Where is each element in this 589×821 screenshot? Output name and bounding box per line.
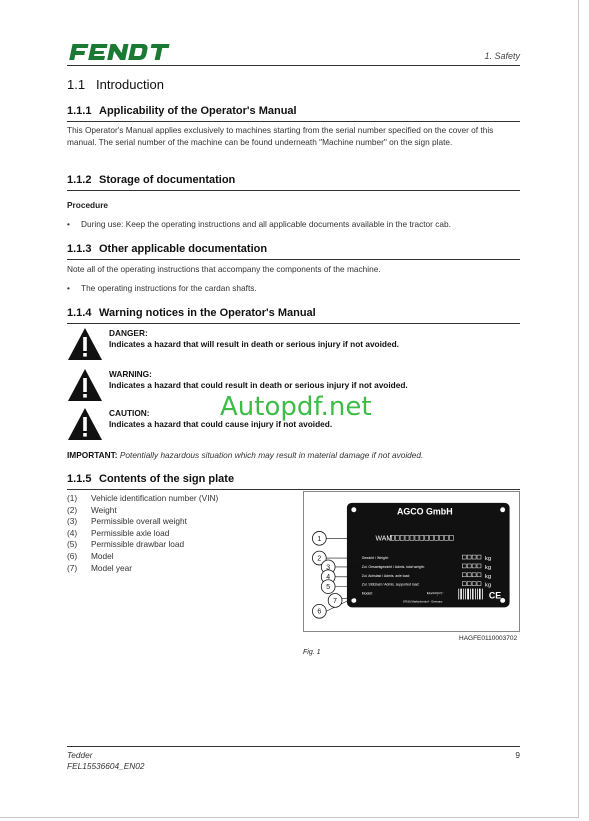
plate-model-label: Modell: xyxy=(361,591,373,596)
figure-code: HAGFE0110003702 xyxy=(459,635,518,642)
section-rule xyxy=(67,489,520,490)
footer-rule xyxy=(67,746,520,747)
heading-other-docs xyxy=(67,243,267,255)
fendt-logo xyxy=(67,42,171,62)
callout-7: 7 xyxy=(333,597,338,605)
list-item: (7) Model year xyxy=(67,562,133,573)
callout-4: 4 xyxy=(326,574,331,582)
plate-row-weight: Gewicht / Weight: xyxy=(361,556,389,561)
plate-year-label: Modelljahr: xyxy=(426,591,444,596)
heading-warnings xyxy=(67,307,316,319)
heading-storage xyxy=(67,174,235,186)
callout-5: 5 xyxy=(326,584,331,592)
heading-number: 1.1.5 xyxy=(67,473,92,485)
important-label: IMPORTANT: xyxy=(67,450,118,460)
unit-kg: kg xyxy=(484,556,492,563)
heading-introduction xyxy=(67,77,164,92)
plate-row-axle: Zul. Achslast / Admis. axle load: xyxy=(361,573,411,578)
plate-row-total: Zul. Gesamtgewicht / Admis. total weight: xyxy=(361,564,425,569)
list-item: (6) Model xyxy=(67,550,114,561)
heading-text: Other applicable documentation xyxy=(99,243,268,255)
callout-3: 3 xyxy=(326,564,331,572)
warning-triangle-icon xyxy=(67,368,103,402)
rivet-icon xyxy=(351,507,356,512)
applicability-paragraph: This Operator's Manual applies exclusively to machines starting from the serial number specified on the cover of this manual. The serial number of the machine can be found underneath "Machine number" on the sign plate. xyxy=(67,125,494,147)
section-rule xyxy=(67,323,520,324)
list-item: (4) Permissible axle load xyxy=(67,527,170,538)
warning-triangle-icon xyxy=(67,407,103,441)
figure-caption: Fig. 1 xyxy=(303,649,321,656)
section-rule xyxy=(67,190,520,191)
sign-plate-list xyxy=(67,493,218,574)
heading-number: 1.1.1 xyxy=(67,105,92,117)
sign-plate-figure xyxy=(303,491,520,632)
section-rule xyxy=(67,121,520,122)
footer-doc: FEL15536604_EN02 xyxy=(67,761,145,771)
list-item: (5) Permissible drawbar load xyxy=(67,539,185,550)
heading-applicability xyxy=(67,105,297,117)
callout-2: 2 xyxy=(317,555,322,563)
plate-row-drawbar: Zul. Stützlast / Admis. supported load: xyxy=(361,582,420,587)
heading-text: Applicability of the Operator's Manual xyxy=(99,105,297,117)
list-item: (1) Vehicle identification number (VIN) xyxy=(67,493,219,503)
warning-text: Indicates a hazard that will result in death or serious injury if not avoided. xyxy=(109,339,399,349)
heading-number: 1.1.2 xyxy=(67,174,92,186)
heading-text: Storage of documentation xyxy=(99,174,236,186)
heading-number: 1.1.4 xyxy=(67,307,92,319)
heading-text: Contents of the sign plate xyxy=(99,473,235,485)
header-rule xyxy=(67,65,520,66)
warning-label: WARNING: xyxy=(109,369,152,379)
footer-product: Tedder xyxy=(67,750,93,760)
unit-kg: kg xyxy=(484,564,492,571)
heading-number: 1.1.3 xyxy=(67,243,92,255)
list-item: (3) Permissible overall weight xyxy=(67,516,187,527)
unit-kg: kg xyxy=(484,582,492,589)
heading-number: 1.1 xyxy=(67,77,86,92)
plate-address: 87616 Marktoberdorf - Germany xyxy=(403,600,443,604)
warning-text: Indicates a hazard that could cause injury if not avoided. xyxy=(109,419,333,429)
page-number: 9 xyxy=(515,750,520,760)
important-text: Potentially hazardous situation which may result in material damage if not avoided. xyxy=(119,450,424,460)
rivet-icon xyxy=(500,507,505,512)
warning-label: CAUTION: xyxy=(109,408,150,418)
other-docs-paragraph: Note all of the operating instructions that accompany the components of the machine. xyxy=(67,264,381,274)
bullet-text: During use: Keep the operating instructions and all applicable documents available in the tractor cab. xyxy=(81,219,451,229)
bullet-text: The operating instructions for the cardan shafts. xyxy=(81,283,257,293)
unit-kg: kg xyxy=(484,573,492,580)
procedure-label: Procedure xyxy=(67,200,109,210)
warning-label: DANGER: xyxy=(109,328,148,338)
heading-sign-plate xyxy=(67,473,234,485)
warning-triangle-icon xyxy=(67,327,103,361)
heading-text: Introduction xyxy=(96,77,164,92)
list-item: (2) Weight xyxy=(67,504,117,515)
plate-vin: WAM xyxy=(375,535,393,543)
heading-text: Warning notices in the Operator's Manual xyxy=(99,307,316,319)
other-docs-bullet: • The operating instructions for the cardan shafts. xyxy=(67,283,257,293)
warning-text: Indicates a hazard that could result in death or serious injury if not avoided. xyxy=(109,380,408,390)
section-rule xyxy=(67,259,520,260)
callout-1: 1 xyxy=(317,535,322,543)
footer-left xyxy=(67,750,145,772)
storage-bullet: • During use: Keep the operating instructions and all applicable documents available in the tractor cab. xyxy=(67,219,451,229)
important-notice xyxy=(67,450,423,460)
ce-mark: CE xyxy=(488,590,502,601)
warning-danger xyxy=(67,327,527,363)
watermark: Autopdf.net xyxy=(220,392,372,422)
callout-6: 6 xyxy=(317,608,322,616)
plate-maker: AGCO GmbH xyxy=(396,506,453,517)
section-tag: 1. Safety xyxy=(484,51,520,61)
